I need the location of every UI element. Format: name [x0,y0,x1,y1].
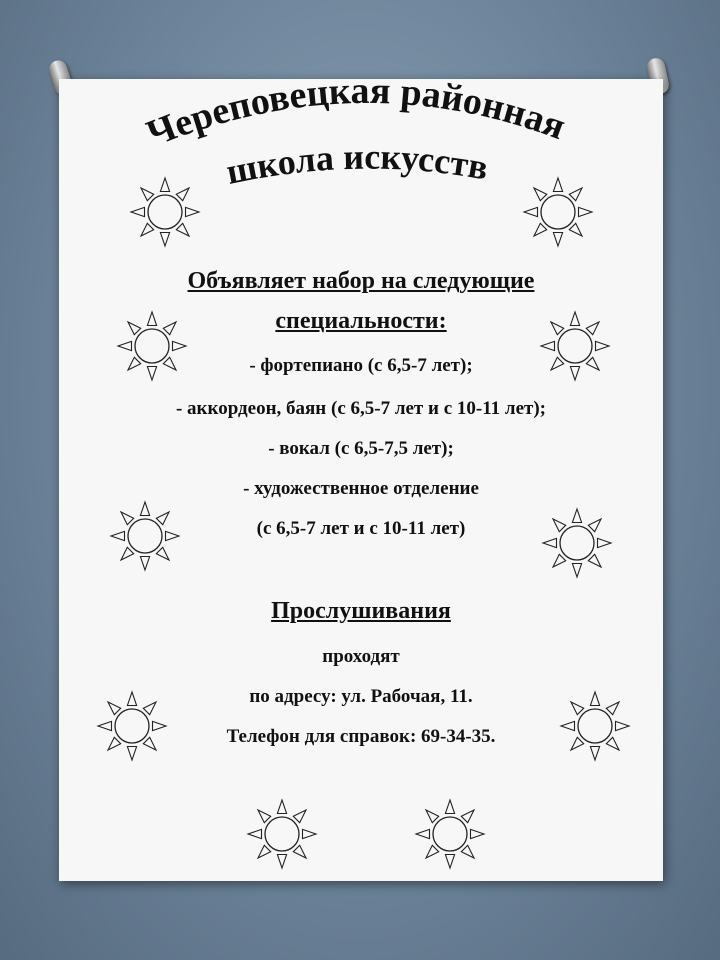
sun-icon [518,172,598,252]
title-line-2: школа искусств [222,136,492,192]
sun-icon [92,686,172,766]
announce-heading-2: специальности: [275,308,447,334]
sun-icon [105,496,185,576]
auditions-heading: Прослушивания [271,598,451,624]
list-item: (с 6,5-7 лет и с 10-11 лет) [256,518,466,539]
sun-icon [125,172,205,252]
sun-icon [410,794,490,874]
list-item: - художественное отделение [243,478,479,499]
sun-icon [535,306,615,386]
svg-text:школа искусств [223,137,491,192]
title-line-1: Череповецкая районная [141,69,571,156]
sun-icon [112,306,192,386]
list-item: - фортепиано (с 6,5-7 лет); [249,355,473,376]
list-item: - аккордеон, баян (с 6,5-7 лет и с 10-11 лет); [175,398,546,419]
sun-icon [537,503,617,583]
sun-icon [555,686,635,766]
sun-icon [242,794,322,874]
auditions-line: проходят [322,646,400,667]
announce-heading-1: Объявляет набор на следующие [187,268,535,294]
list-item: - вокал (с 6,5-7,5 лет); [268,438,454,459]
auditions-phone: Телефон для справок: 69-34-35. [226,726,496,747]
auditions-address: по адресу: ул. Рабочая, 11. [249,686,473,707]
